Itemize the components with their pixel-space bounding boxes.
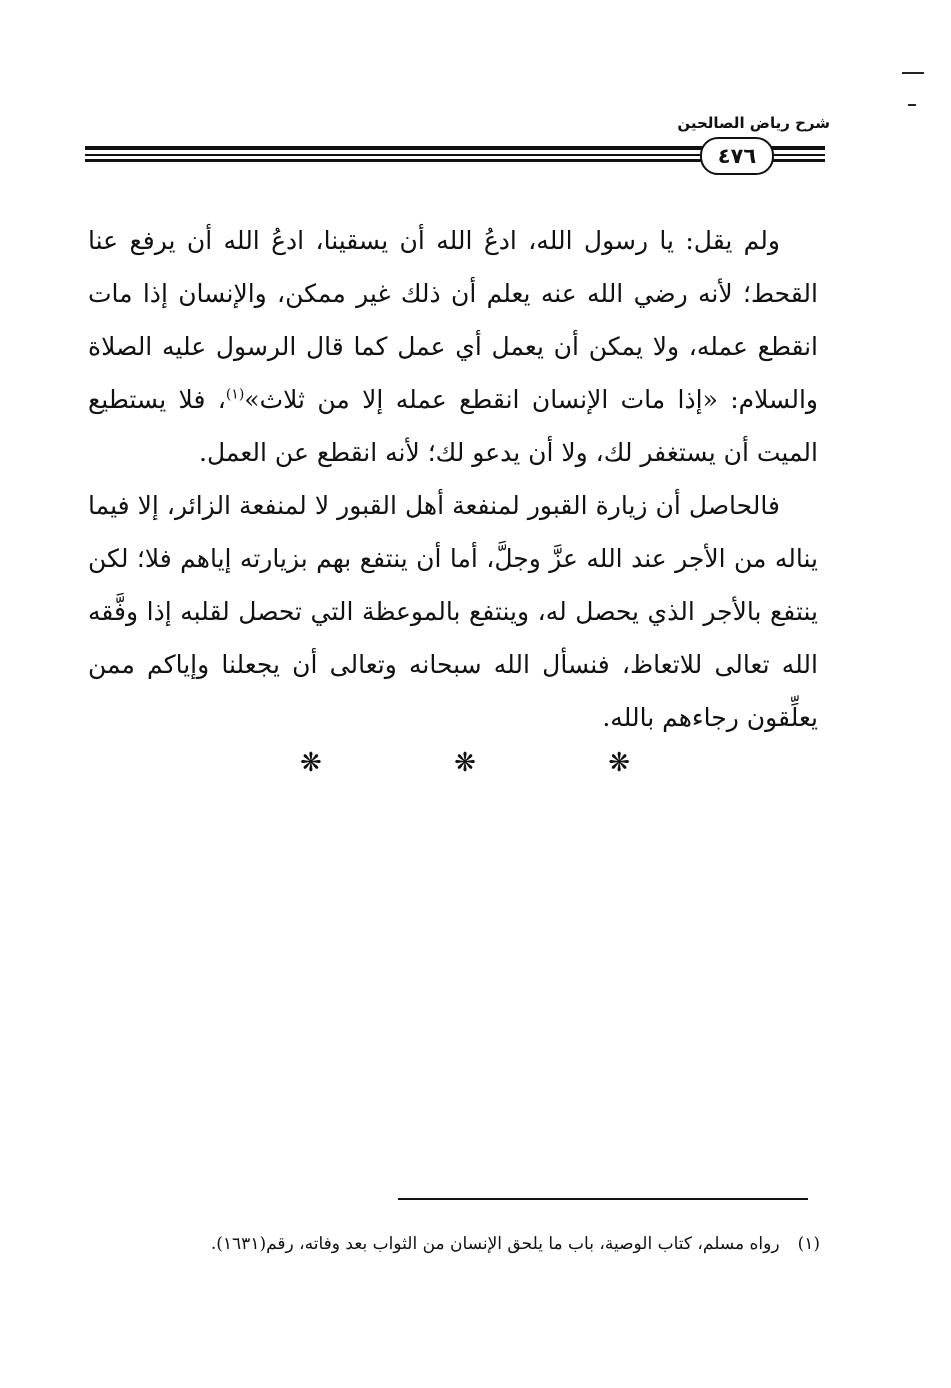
paragraph-1-continuation: ، فلا يستطيع الميت أن يستغفر لك، ولا أن يدعو لك؛ لأنه انقطع عن العمل.: [88, 385, 818, 467]
separator-star-icon: ❋: [300, 748, 322, 778]
section-separator: [300, 748, 630, 778]
footnote: [140, 1234, 820, 1254]
separator-star-icon: ❋: [608, 748, 630, 778]
paragraph-1: [88, 214, 818, 479]
paragraph-2: فالحاصل أن زيارة القبور لمنفعة أهل القبور لا لمنفعة الزائر، إلا فيما يناله من الأجر عند الله عزَّ وجلَّ، أما أن ينتفع بهم بزيارته إياهم فلا؛ لكن ينتفع بالأجر الذي يحصل له، وينتفع بالموعظة التي تحصل لقلبه إذا وفَّقه الله تعالى للاتعاظ، فنسأل الله سبحانه وتعالى أن يجعلنا وإياكم ممن يعلِّقون رجاءهم بالله.: [88, 491, 818, 732]
paragraph-1-text: ولم يقل: يا رسول الله، ادعُ الله أن يسقينا، ادعُ الله أن يرفع عنا القحط؛ لأنه رضي الله عنه يعلم أن ذلك غير ممكن، والإنسان إذا مات انقطع عمله، ولا يمكن أن يعمل أي عمل كما قال الرسول عليه الصلاة والسلام: «إذا مات الإنسان انقطع عمله إلا من ثلاث»: [88, 226, 818, 414]
page-number-badge: [700, 137, 774, 175]
separator-star-icon: ❋: [454, 748, 476, 778]
footnote-text: رواه مسلم، كتاب الوصية، باب ما يلحق الإنسان من الثواب بعد وفاته، رقم(١٦٣١).: [210, 1234, 780, 1254]
page-number: ٤٧٦: [717, 144, 757, 168]
main-text: [88, 214, 818, 744]
running-head-title: شرح رياض الصالحين: [677, 114, 830, 132]
scan-mark-top: [902, 72, 924, 74]
footnote-marker: (١): [797, 1234, 820, 1254]
scan-mark-bottom: [908, 104, 916, 106]
footnote-divider: [398, 1198, 808, 1200]
footnote-reference[interactable]: (١): [225, 386, 245, 403]
